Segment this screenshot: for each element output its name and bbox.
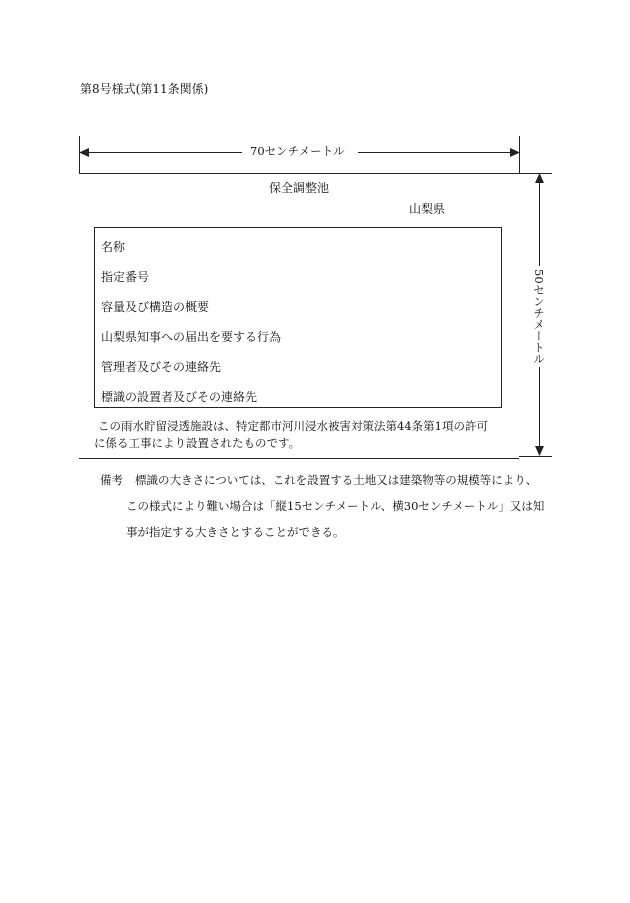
width-label: 70センチメートル <box>250 144 345 158</box>
arrow-down-icon <box>534 445 545 457</box>
sign-info-box <box>94 227 502 408</box>
remarks-line-2: この様式により難い場合は「縦15センチメートル、横30センチメートル」又は知 <box>126 499 545 513</box>
arrow-up-icon <box>534 172 545 184</box>
remarks-line-3: 事が指定する大きさとすることができる。 <box>126 525 345 539</box>
item-manager-contact: 管理者及びその連絡先 <box>101 360 222 374</box>
remarks-label: 備考 <box>100 473 123 487</box>
arrow-right-icon <box>509 147 521 158</box>
item-notification-acts: 山梨県知事への届出を要する行為 <box>101 330 282 344</box>
remarks-line-1: 標識の大きさについては、これを設置する土地又は建築物等の規模等により、 <box>135 473 538 487</box>
item-installer-contact: 標識の設置者及びその連絡先 <box>101 390 258 404</box>
width-arrow-line-right <box>358 152 516 153</box>
sign-note-line-2: に係る工事により設置されたものです。 <box>94 436 301 450</box>
sign-title: 保全調整池 <box>269 181 330 195</box>
form-title: 第8号様式(第11条関係) <box>80 82 209 96</box>
sign-issuer: 山梨県 <box>409 202 446 216</box>
item-capacity-structure: 容量及び構造の概要 <box>101 300 210 314</box>
remarks <box>100 467 555 545</box>
sign-note-line-1: この雨水貯留浸透施設は、特定都市河川浸水被害対策法第44条第1項の許可 <box>98 419 488 433</box>
height-label: 50センチメートル <box>533 266 547 367</box>
item-name: 名称 <box>101 240 126 254</box>
item-designation-number: 指定番号 <box>101 270 150 284</box>
width-arrow-line-left <box>82 152 242 153</box>
arrow-left-icon <box>78 147 90 158</box>
